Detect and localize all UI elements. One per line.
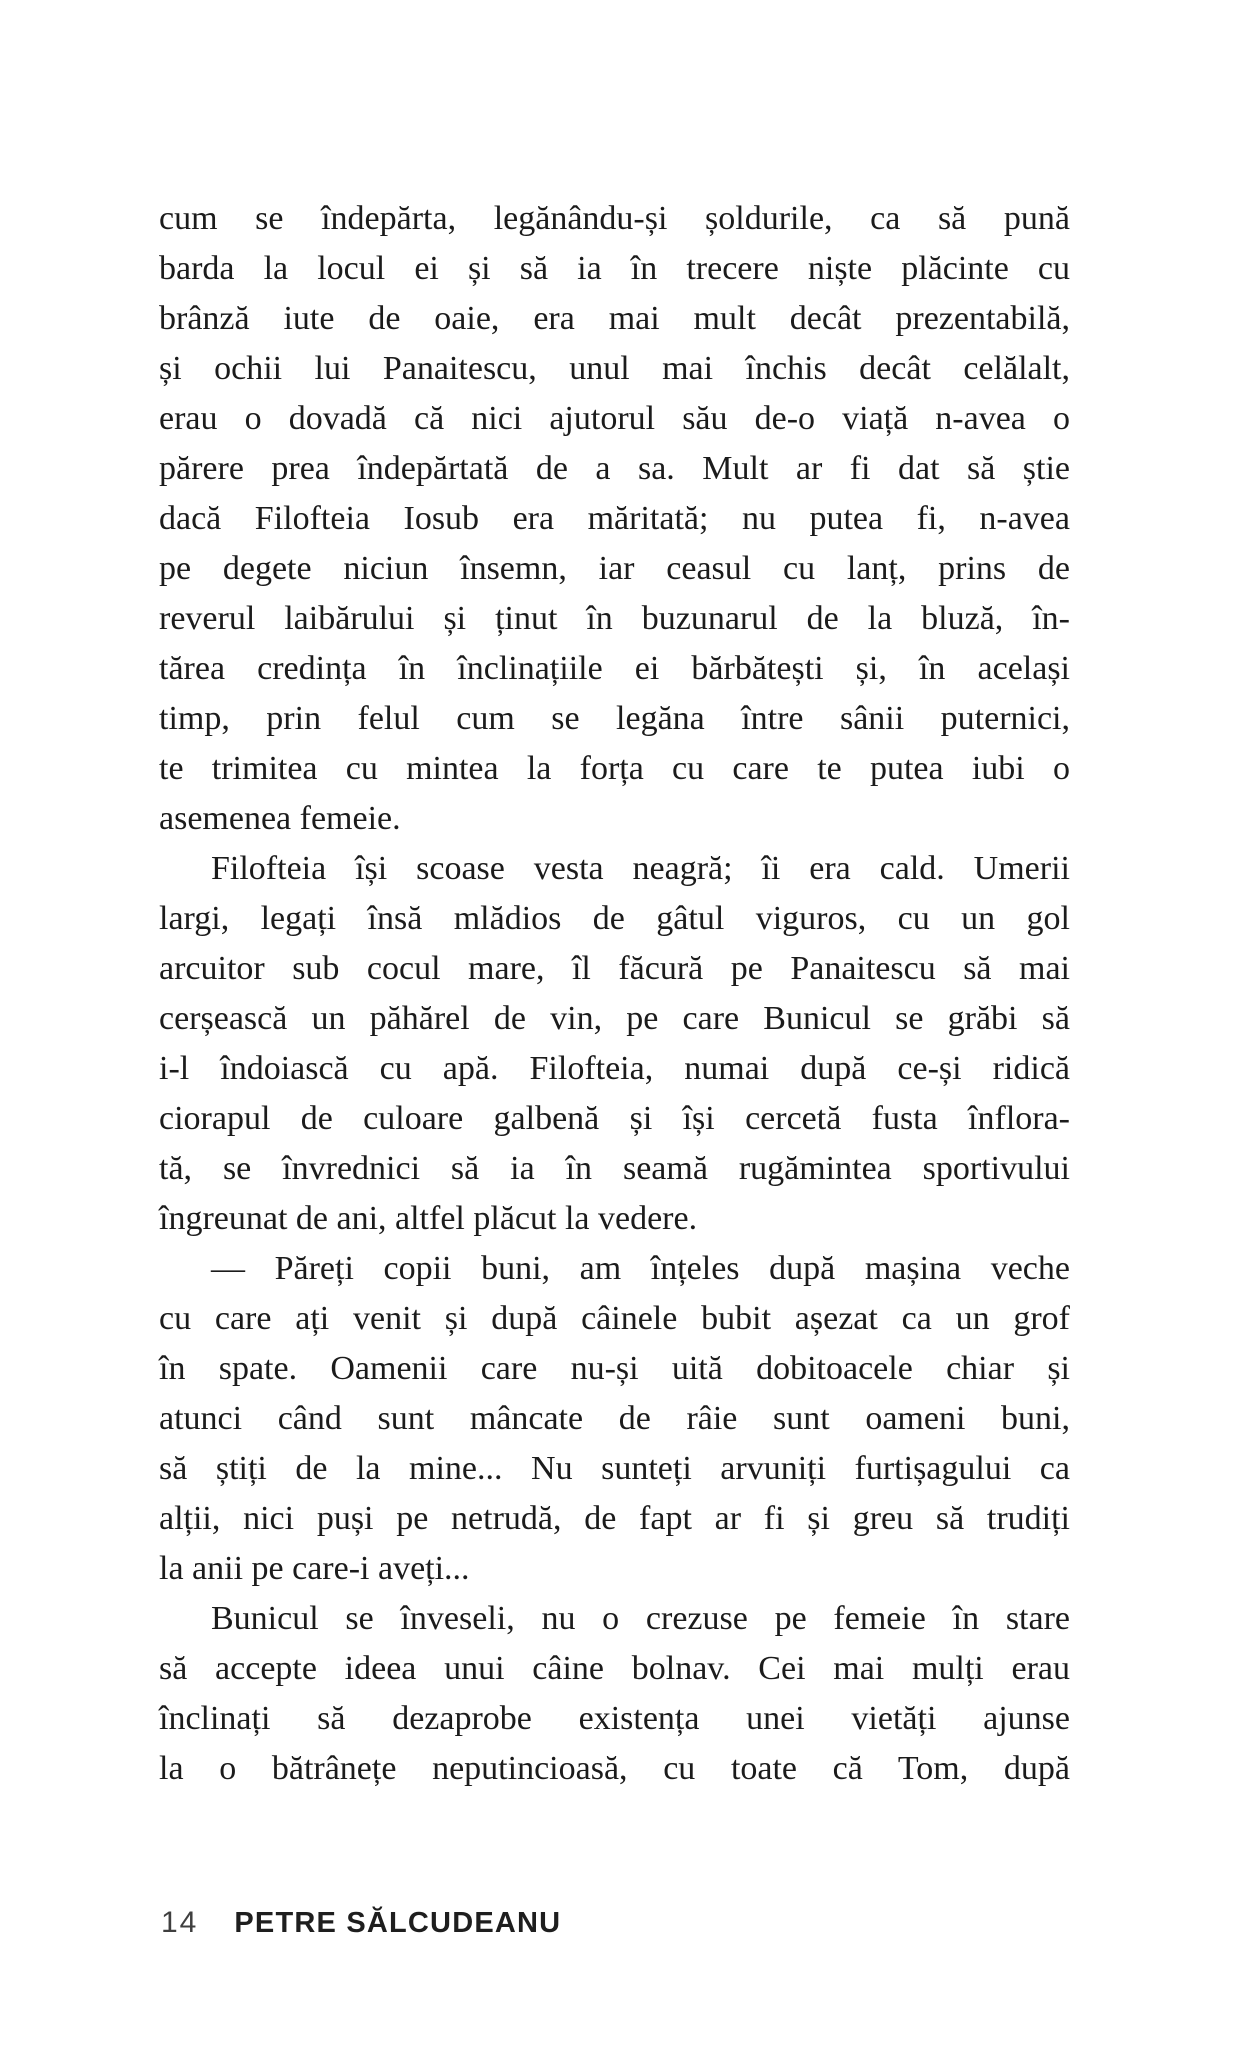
text-line: reverul laibărului și ținut în buzunarul de la bluză, în- [159, 600, 1070, 637]
text-line: tă, se învrednici să ia în seamă rugămintea sportivului [159, 1150, 1070, 1187]
text-line: brânză iute de oaie, era mai mult decât prezentabilă, [159, 300, 1070, 337]
text-line: îngreunat de ani, altfel plăcut la vedere. [159, 1200, 698, 1237]
text-line: și ochii lui Panaitescu, unul mai închis decât celălalt, [159, 350, 1070, 387]
text-line: în spate. Oamenii care nu-și uită dobitoacele chiar și [159, 1350, 1070, 1387]
text-line: pe degete niciun însemn, iar ceasul cu lanț, prins de [159, 550, 1070, 587]
text-line: înclinați să dezaprobe existența unei vietăți ajunse [159, 1700, 1070, 1737]
text-line: la anii pe care-i aveți... [159, 1550, 470, 1587]
text-line: părere prea îndepărtată de a sa. Mult ar fi dat să știe [159, 450, 1070, 487]
page-number: 14 [161, 1906, 199, 1939]
text-line: ciorapul de culoare galbenă și își cercetă fusta înflora- [159, 1100, 1070, 1137]
text-line: te trimitea cu mintea la forța cu care te putea iubi o [159, 750, 1070, 787]
paragraph-dialogue [159, 1244, 1070, 1594]
text-line: Filofteia își scoase vesta neagră; îi era cald. Umerii [211, 850, 1070, 887]
text-line: asemenea femeie. [159, 800, 401, 837]
paragraph [159, 194, 1070, 844]
text-line: — Păreți copii buni, am înțeles după mașina veche [211, 1250, 1070, 1287]
running-footer [161, 1906, 561, 1940]
text-line: arcuitor sub cocul mare, îl făcură pe Panaitescu să mai [159, 950, 1070, 987]
text-line: cerșească un păhărel de vin, pe care Bunicul se grăbi să [159, 1000, 1070, 1037]
text-line: i-l îndoiască cu apă. Filofteia, numai după ce-și ridică [159, 1050, 1070, 1087]
author-name: PETRE SĂLCUDEANU [234, 1907, 562, 1939]
text-line: timp, prin felul cum se legăna între sânii puternici, [159, 700, 1070, 737]
text-line: largi, legați însă mlădios de gâtul viguros, cu un gol [159, 900, 1070, 937]
text-line: dacă Filofteia Iosub era măritată; nu putea fi, n-avea [159, 500, 1070, 537]
text-line: Bunicul se înveseli, nu o crezuse pe femeie în stare [211, 1600, 1070, 1637]
text-line: tărea credința în înclinațiile ei bărbătești și, în același [159, 650, 1070, 687]
text-line: cu care ați venit și după câinele bubit așezat ca un grof [159, 1300, 1070, 1337]
text-block [159, 194, 1070, 1794]
text-line: să accepte ideea unui câine bolnav. Cei mai mulți erau [159, 1650, 1070, 1687]
text-line: cum se îndepărta, legănându-și șoldurile, ca să pună [159, 200, 1070, 237]
text-line: barda la locul ei și să ia în trecere niște plăcinte cu [159, 250, 1070, 287]
paragraph [159, 844, 1070, 1244]
text-line: la o bătrânețe neputincioasă, cu toate că Tom, după [159, 1750, 1070, 1787]
text-line: atunci când sunt mâncate de râie sunt oameni buni, [159, 1400, 1070, 1437]
paragraph [159, 1594, 1070, 1794]
text-line: erau o dovadă că nici ajutorul său de-o viață n-avea o [159, 400, 1070, 437]
text-line: să știți de la mine... Nu sunteți arvuniți furtișagului ca [159, 1450, 1070, 1487]
text-line: alții, nici puși pe netrudă, de fapt ar fi și greu să trudiți [159, 1500, 1070, 1537]
